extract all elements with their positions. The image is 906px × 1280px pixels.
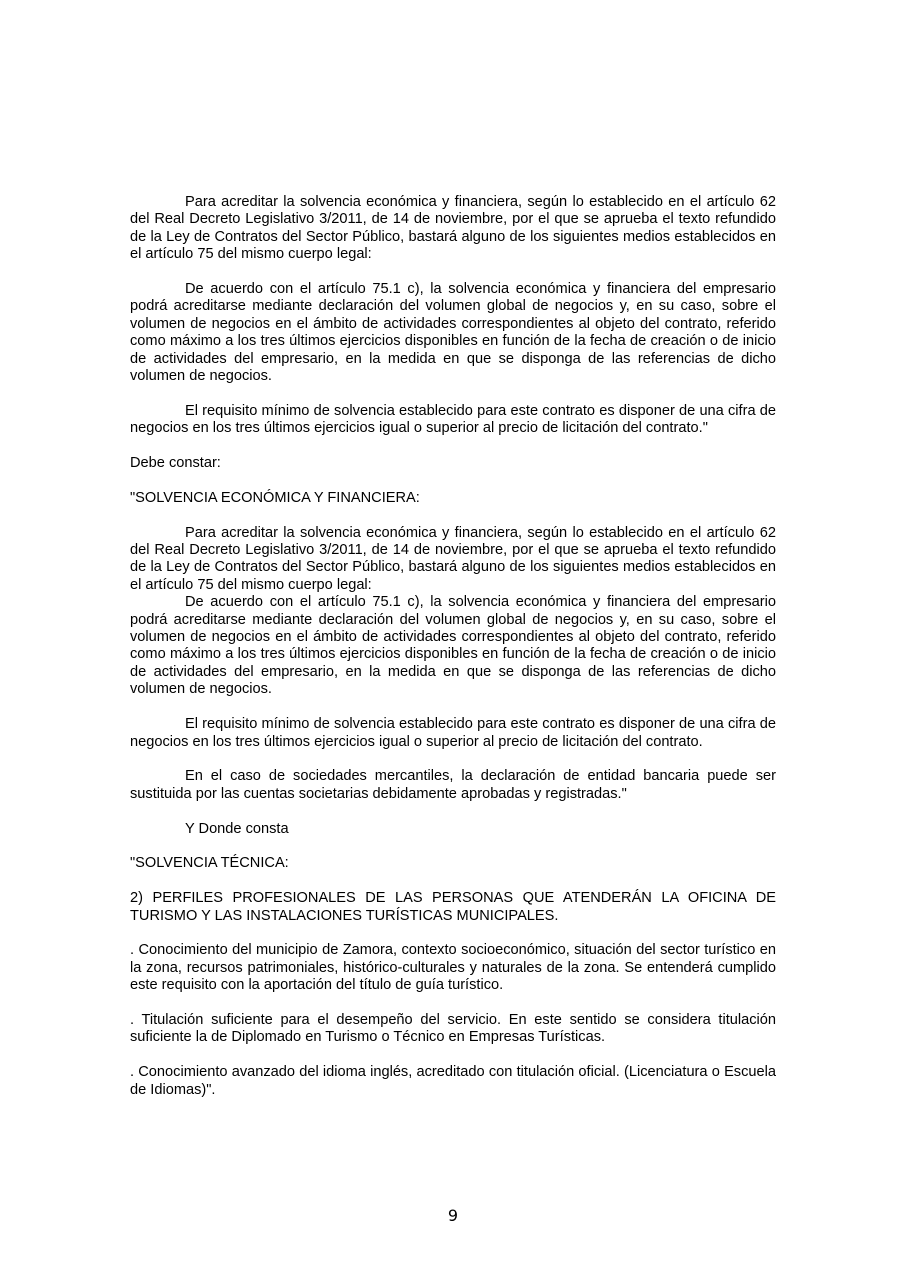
paragraph-idioma-ingles: . Conocimiento avanzado del idioma inglés, acreditado con titulación oficial. (Licenciatura o Escuela de Idiomas)". [130, 1064, 776, 1098]
paragraph-sociedades-mercantiles: En el caso de sociedades mercantiles, la declaración de entidad bancaria puede ser sustituida por las cuentas societarias debidamente aprobadas y registradas." [130, 768, 776, 802]
paragraph-titulacion: . Titulación suficiente para el desempeño del servicio. En este sentido se considera titulación suficiente la de Diplomado en Turismo o Técnico en Empresas Turísticas. [130, 1011, 776, 1046]
paragraph-donde-consta: Y Donde consta [185, 820, 289, 837]
paragraph-solvency-intro-quoted: Para acreditar la solvencia económica y financiera, según lo establecido en el artículo 62 del Real Decreto Legislativo 3/2011, de 14 de noviembre, por el que se aprueba el texto refundido de la Ley de Contratos del Sector Público, bastará alguno de los siguientes medios establecidos en el artículo 75 del mismo cuerpo legal: [130, 524, 776, 593]
paragraph-article-75: De acuerdo con el artículo 75.1 c), la solvencia económica y financiera del empresario podrá acreditarse mediante declaración del volumen global de negocios y, en su caso, sobre el volumen de negocios en el ámbito de actividades correspondientes al objeto del contrato, referido como máximo a los tres últimos ejercicios disponibles en función de la fecha de creación o de inicio de actividades del empresario, en la medida en que se disponga de las referencias de dicho volumen de negocios. [130, 281, 776, 385]
heading-solvencia-economica: "SOLVENCIA ECONÓMICA Y FINANCIERA: [130, 489, 420, 506]
paragraph-minimum-requirement: El requisito mínimo de solvencia establecido para este contrato es disponer de una cifra de negocios en los tres últimos ejercicios igual o superior al precio de licitación del contrato." [130, 402, 776, 437]
paragraph-minimum-requirement-quoted: El requisito mínimo de solvencia establecido para este contrato es disponer de una cifra de negocios en los tres últimos ejercicios igual o superior al precio de licitación del contrato. [130, 716, 776, 750]
heading-solvencia-tecnica: "SOLVENCIA TÉCNICA: [130, 855, 289, 872]
paragraph-solvency-intro: Para acreditar la solvencia económica y financiera, según lo establecido en el artículo 62 del Real Decreto Legislativo 3/2011, de 14 de noviembre, por el que se aprueba el texto refundido de la Ley de Contratos del Sector Público, bastará alguno de los siguientes medios establecidos en el artículo 75 del mismo cuerpo legal: [130, 194, 776, 263]
paragraph-debe-constar: Debe constar: [130, 455, 221, 472]
page-number: 9 [447, 1206, 459, 1225]
document-body [130, 194, 776, 1116]
paragraph-conocimiento-municipio: . Conocimiento del municipio de Zamora, contexto socioeconómico, situación del sector turístico en la zona, recursos patrimoniales, histórico-culturales y naturales de la zona. Se entenderá cumplido este requisito con la aportación del título de guía turístico. [130, 942, 776, 994]
paragraph-article-75-quoted: De acuerdo con el artículo 75.1 c), la solvencia económica y financiera del empresario podrá acreditarse mediante declaración del volumen global de negocios y, en su caso, sobre el volumen de negocios en el ámbito de actividades correspondientes al objeto del contrato, referido como máximo a los tres últimos ejercicios disponibles en función de la fecha de creación o de inicio de actividades del empresario, en la medida en que se disponga de las referencias de dicho volumen de negocios. [130, 594, 776, 698]
paragraph-perfiles-profesionales: 2) PERFILES PROFESIONALES DE LAS PERSONAS QUE ATENDERÁN LA OFICINA DE TURISMO Y LAS INSTALACIONES TURÍSTICAS MUNICIPALES. [130, 890, 776, 924]
